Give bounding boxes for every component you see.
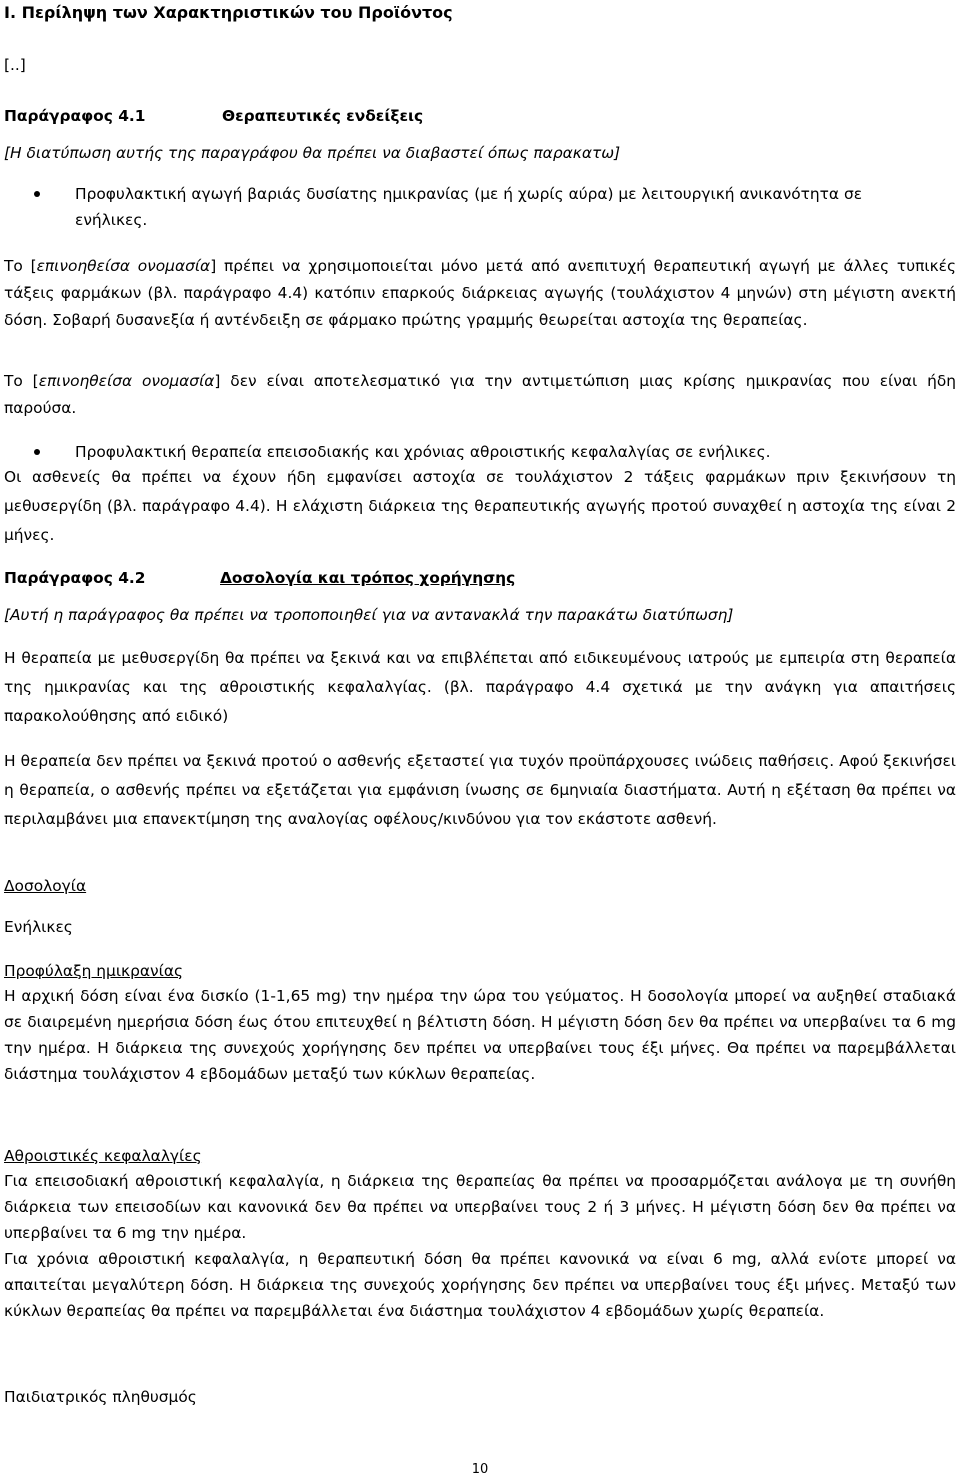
p41-bullet-2-text: Προφυλακτική θεραπεία επεισοδιακής και χρόνιας αθροιστικής κεφαλαλγίας σε ενήλικες. [75, 443, 771, 461]
page-number: 10 [471, 1462, 489, 1477]
p41-para-2-name: επινοηθείσα ονομασία [38, 372, 215, 390]
cluster-text-1: Για επεισοδιακή αθροιστική κεφαλαλγία, η διάρκεια της θεραπείας θα πρέπει να προσαρμόζεται ανάλογα με τη συνήθη διάρκεια των επεισοδίων και κανονικά δεν θα πρέπει να υπερβαίνει τους 2 ή 3 μήνες. Η μέγιστη δόση δεν θα πρέπει να υπερβαίνει τα 6 mg την ημέρα. [4, 1172, 956, 1242]
p41-label: Παράγραφος 4.1 [4, 107, 146, 125]
migraine-text: Η αρχική δόση είναι ένα δισκίο (1-1,65 mg) την ημέρα την ώρα του γεύματος. Η δοσολογία μπορεί να αυξηθεί σταδιακά σε διαιρεμένη ημερήσια δόση έως ότου επιτευχθεί η βέλτιστη δόση. Η μέγιστη δόση δεν θα πρέπει να υπερβαίνει τα 6 mg την ημέρα. Η διάρκεια της συνεχούς χορήγησης δεν πρέπει να υπερβαίνει τους έξι μήνες. Θα πρέπει να παρεμβάλλεται διάστημα τουλάχιστον 4 εβδομάδων μεταξύ των κύκλων θεραπείας. [4, 987, 956, 1083]
ellipsis-marker: [..] [4, 56, 26, 74]
p41-bullet-1-text: Προφυλακτική αγωγή βαριάς δυσίατης ημικρανίας (με ή χωρίς αύρα) με λειτουργική ανικανότητα σε ενήλικες. [75, 185, 863, 229]
p42-para-2: Η θεραπεία δεν πρέπει να ξεκινά προτού ο ασθενής εξεταστεί για τυχόν προϋπάρχουσες ινώδεις παθήσεις. Αφού ξεκινήσει η θεραπεία, ο ασθενής πρέπει να εξετάζεται για εμφάνιση ίνωσης σε 6μηνιαία διαστήματα. Αυτή η εξέταση θα πρέπει να περιλαμβάνει μια επανεκτίμηση της αναλογίας οφέλους/κινδύνου για τον εκάστοτε ασθενή. [4, 752, 956, 828]
p42-label: Παράγραφος 4.2 [4, 569, 146, 587]
cluster-text-2: Για χρόνια αθροιστική κεφαλαλγία, η θεραπευτική δόση θα πρέπει κανονικά να είναι 6 mg, αλλά ενίοτε μπορεί να απαιτείται μεγαλύτερη δόση. Η διάρκεια της συνεχούς χορήγησης δεν πρέπει να υπερβαίνει τους έξι μήνες. Μεταξύ των κύκλων θεραπείας θα πρέπει να παρεμβάλλεται ένα διάστημα τουλάχιστον 4 εβδομάδων χωρίς θεραπεία. [4, 1250, 956, 1320]
p42-instruction: [Αυτή η παράγραφος θα πρέπει να τροποποιηθεί για να αντανακλά την παρακάτω διατύπωση] [4, 606, 734, 624]
p41-para-2 [4, 368, 956, 422]
p41-para-2-a: Το [ [4, 372, 39, 390]
bullet-dot [34, 191, 40, 197]
p41-instruction: [Η διατύπωση αυτής της παραγράφου θα πρέπει να διαβαστεί όπως παρακατω] [4, 144, 621, 162]
bullet-dot [34, 449, 40, 455]
p41-heading: Θεραπευτικές ενδείξεις [222, 107, 424, 125]
p41-para-1 [4, 253, 956, 334]
pediatric-heading: Παιδιατρικός πληθυσμός [4, 1388, 197, 1406]
p41-para-3: Οι ασθενείς θα πρέπει να έχουν ήδη εμφανίσει αστοχία σε τουλάχιστον 2 τάξεις φαρμάκων πριν ξεκινήσουν τη μεθυσεργίδη (βλ. παράγραφο 4.4). Η ελάχιστη διάρκεια της θεραπευτικής αγωγής προτού συναχθεί η αστοχία της είναι 2 μήνες. [4, 468, 956, 544]
cluster-heading: Αθροιστικές κεφαλαλγίες [4, 1147, 202, 1165]
adults-heading: Ενήλικες [4, 918, 73, 936]
p42-heading: Δοσολογία και τρόπος χορήγησης [220, 569, 516, 587]
p41-para-1-b: ] πρέπει να χρησιμοποιείται μόνο μετά από ανεπιτυχή θεραπευτική αγωγή με άλλες τυπικές τάξεις φαρμάκων (βλ. παράγραφο 4.4) κατόπιν επαρκούς διάρκειας αγωγής (τουλάχιστον 4 μηνών) στη μέγιστη ανεκτή δόση. Σοβαρή δυσανεξία ή αντένδειξη σε φάρμακο πρώτης γραμμής θεωρείται αστοχία της θεραπείας. [4, 257, 956, 329]
dosage-heading: Δοσολογία [4, 877, 87, 895]
p41-para-1-a: Το [ [4, 257, 37, 275]
p42-para-1: Η θεραπεία με μεθυσεργίδη θα πρέπει να ξεκινά και να επιβλέπεται από ειδικευμένους ιατρούς με εμπειρία στη θεραπεία της ημικρανίας και της αθροιστικής κεφαλαλγίας. (βλ. παράγραφο 4.4 σχετικά με την ανάγκη για απαιτήσεις παρακολούθησης από ειδικό) [4, 649, 956, 725]
section-title: I. Περίληψη των Χαρακτηριστικών του Προϊόντος [4, 3, 453, 22]
p41-para-1-name: επινοηθείσα ονομασία [36, 257, 211, 275]
p41-para-2-b: ] δεν είναι αποτελεσματικό για την αντιμετώπιση μιας κρίσης ημικρανίας που είναι ήδη παρούσα. [4, 372, 956, 417]
migraine-heading: Προφύλαξη ημικρανίας [4, 962, 184, 980]
